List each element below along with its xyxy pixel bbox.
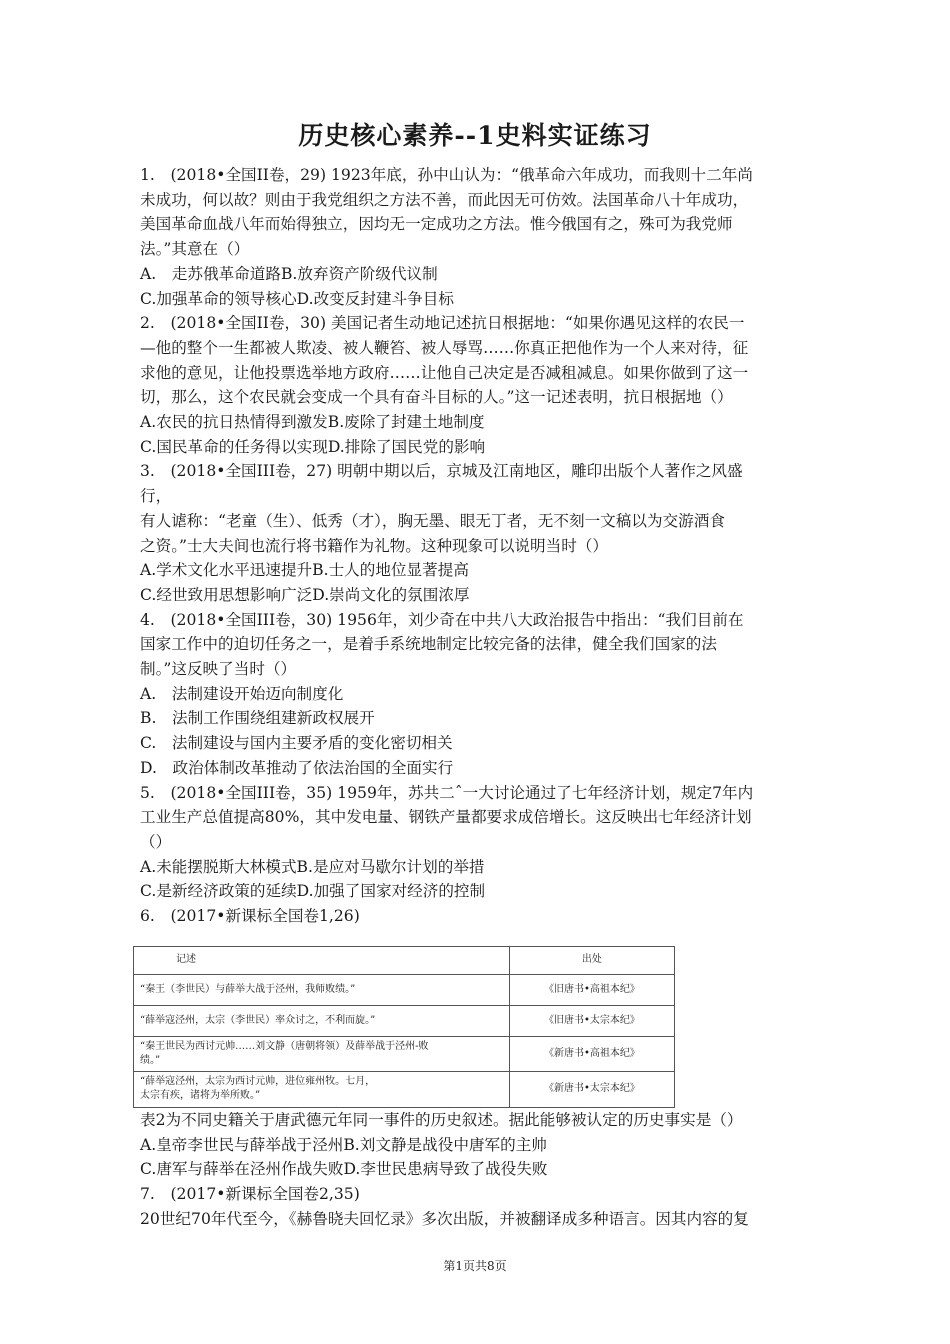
question-1-stem: 1. (2018•全国II卷，29) 1923年底，孙中山认为：“俄革命六年成功，而我则十二年尚 未成功，何以故？则由于我党组织之方法不善，而此因无可仿效。法国革命八十年成功， 美国革命血战八年而始得独立，因均无一定成功之方法。惟今俄国有之，殊可为我党师 法。”其意在（） [140,166,753,259]
table-cell-source: 《新唐书•太宗本纪》 [509,1071,674,1107]
question-7-text: 20世纪70年代至今，《赫鲁晓夫回忆录》多次出版，并被翻译成多种语言。因其内容的复 [140,1209,749,1228]
table-cell-account: “薛举寇泾州，太宗为西讨元帅，进位雍州牧。七月， 太宗有疾，诸将为举所败。” [134,1071,510,1107]
table-cell-source: 《旧唐书•高祖本纪》 [509,974,674,1005]
table-row [134,1036,675,1071]
question-4-option-b: B. 法制工作围绕组建新政权展开 [140,709,375,728]
table-cell-account: “秦王世民为西讨元帅……刘文静（唐朝将领）及薛举战于泾州-败 绩。” [134,1036,510,1071]
table-cell-account: “薛举寇泾州，太宗（李世民）率众讨之，不利而旋。” [134,1005,510,1036]
question-1-option-ab: A. 走苏俄革命道路B.放弃资产阶级代议制 [140,264,438,283]
question-6-option-cd: C.唐军与薛举在泾州作战失败D.李世民患病导致了战役失败 [140,1160,548,1179]
question-5-option-cd: C.是新经济政策的延续D.加强了国家对经济的控制 [140,882,486,901]
question-6-option-ab: A.皇帝李世民与薛举战于泾州B.刘文静是战役中唐军的主帅 [140,1135,547,1154]
question-4-option-d: D. 政治体制改革推动了依法治国的全面实行 [140,758,454,777]
table-row [134,974,675,1005]
page-footer: 第1页共8页 [443,1259,507,1273]
question-7-stem: 7. (2017•新课标全国卷2,35) [140,1184,360,1203]
question-4-option-a: A. 法制建设开始迈向制度化 [140,684,344,703]
table-row [134,1071,675,1107]
question-4-option-c: C. 法制建设与国内主要矛盾的变化密切相关 [140,734,453,753]
table-header-source: 出处 [509,946,674,974]
questions-content [140,163,820,1231]
question-3-option-cd: C.经世致用思想影响广泛D.崇尚文化的氛围浓厚 [140,585,470,604]
question-6-stem: 6. (2017•新课标全国卷1,26) [140,907,360,926]
page-title: 历史核心素养--1史料实证练习 [298,121,652,150]
question-6-prompt: 表2为不同史籍关于唐武德元年同一事件的历史叙述。据此能够被认定的历史事实是（） [140,1110,743,1129]
table-row [134,1005,675,1036]
question-2-option-ab: A.农民的抗日热情得到激发B.废除了封建土地制度 [140,413,485,432]
question-4-stem: 4. (2018•全国III卷，30) 1956年，刘少奇在中共八大政治报告中指出：“我们目前在 国家工作中的迫切任务之一，是着手系统地制定比较完备的法律，健全我们国家的法 制。”这反映了当时（） [140,610,744,679]
table-cell-source: 《旧唐书•太宗本纪》 [509,1005,674,1036]
table-cell-account: “秦王（李世民）与薛举大战于泾州，我师败绩。” [134,974,510,1005]
question-3-stem: 3. (2018•全国III卷，27) 明朝中期以后，京城及江南地区，雕印出版个人著作之风盛 行， 有人谑称：“老童（生）、低秀（才），胸无墨、眼无丁者，无不刻一文稿以为交游酒食 之资。”士大夫间也流行将书籍作为礼物。这种现象可以说明当时（） [140,462,743,555]
question-2-stem: 2. (2018•全国II卷，30) 美国记者生动地记述抗日根据地：“如果你遇见这样的农民一 —他的整个一生都被人欺凌、被人鞭笞、被人辱骂……你真正把他作为一个人来对待，征 求他的意见，让他投票选举地方政府……让他自己决定是否减租减息。如果你做到了这一 切，那么，这个农民就会变成一个具有奋斗目标的人。”这一记述表明，抗日根据地（） [140,314,749,407]
question-5-option-ab: A.未能摆脱斯大林模式B.是应对马歇尔计划的举措 [140,857,485,876]
table-cell-source: 《新唐书•高祖本纪》 [509,1036,674,1071]
table-header-row [134,946,675,974]
question-2-option-cd: C.国民革命的任务得以实现D.排除了国民党的影响 [140,437,486,456]
question-1-option-cd: C.加强革命的领导核心D.改变反封建斗争目标 [140,289,454,308]
table-header-account: 记述 [134,946,510,974]
question-5-stem: 5. (2018•全国III卷，35) 1959年，苏共二ˆ一大讨论通过了七年经济计划，规定7年内 工业生产总值提高80%，其中发电量、钢铁产量都要求成倍增长。这反映出七年经济计划 （） [140,783,754,851]
source-table [133,946,675,1108]
question-3-option-ab: A.学术文化水平迅速提升B.士人的地位显著提高 [140,561,469,580]
